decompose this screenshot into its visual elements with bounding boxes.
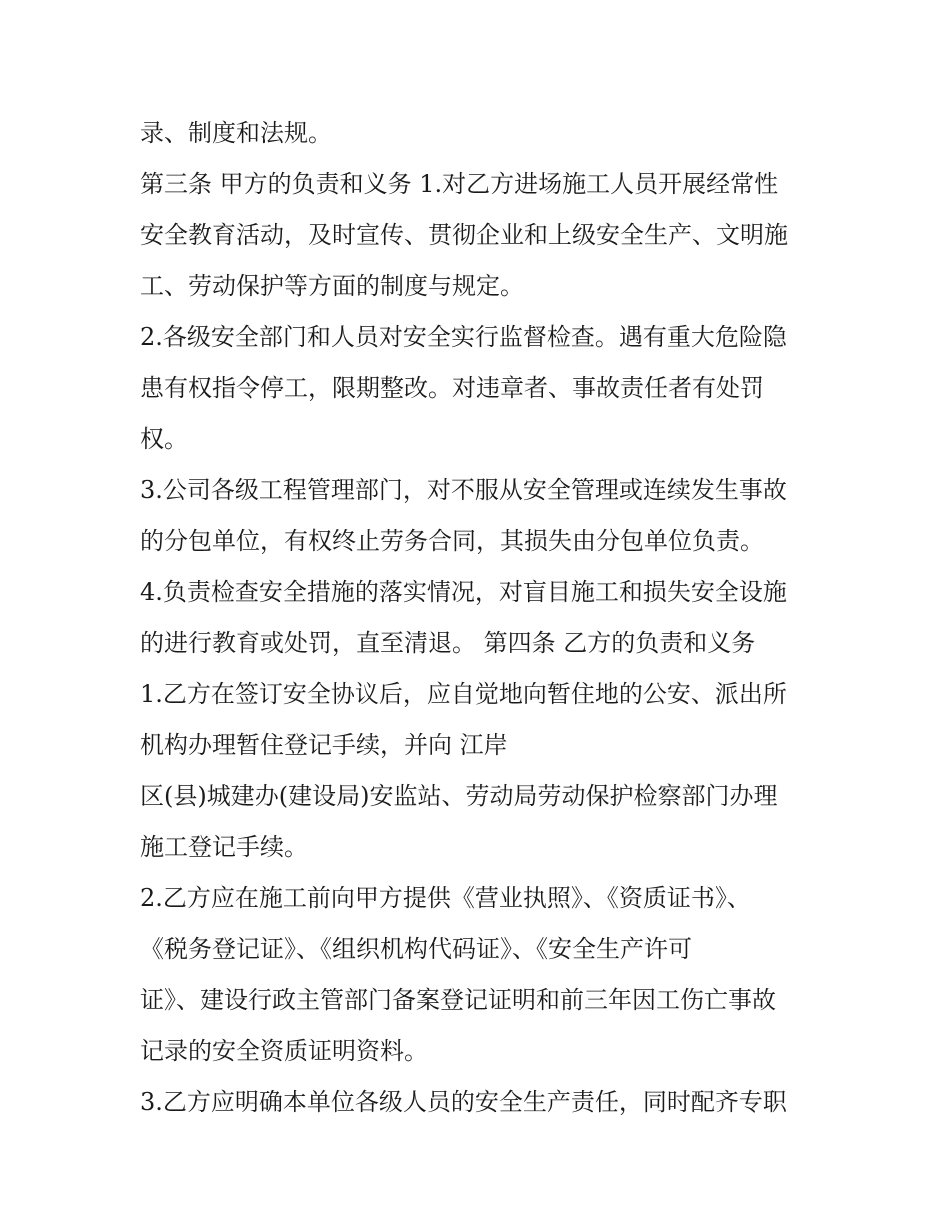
text-line: 第三条 甲方的负责和义务 1.对乙方进场施工人员开展经常性 bbox=[140, 170, 779, 198]
text-line: 权。 bbox=[140, 425, 188, 453]
text-line: 录、制度和法规。 bbox=[140, 119, 332, 147]
text-line: 的进行教育或处罚，直至清退。 第四条 乙方的负责和义务 bbox=[140, 629, 756, 657]
text-line: 4.负责检查安全措施的落实情况，对盲目施工和损失安全设施 bbox=[140, 578, 787, 606]
text-line: 机构办理暂住登记手续，并向 江岸 bbox=[140, 731, 508, 759]
text-line: 2.各级安全部门和人员对安全实行监督检查。遇有重大危险隐 bbox=[140, 323, 787, 351]
text-line: 《税务登记证》、《组织机构代码证》、《安全生产许可 bbox=[140, 935, 692, 963]
text-line: 患有权指令停工，限期整改。对违章者、事故责任者有处罚 bbox=[140, 374, 764, 402]
text-line: 施工登记手续。 bbox=[140, 833, 308, 861]
text-line: 3.乙方应明确本单位各级人员的安全生产责任，同时配齐专职 bbox=[140, 1088, 787, 1116]
text-line: 3.公司各级工程管理部门，对不服从安全管理或连续发生事故 bbox=[140, 476, 787, 504]
text-line: 工、劳动保护等方面的制度与规定。 bbox=[140, 272, 524, 300]
text-line: 区(县)城建办(建设局)安监站、劳动局劳动保护检察部门办理 bbox=[140, 782, 778, 810]
text-line: 2.乙方应在施工前向甲方提供《营业执照》、《资质证书》、 bbox=[140, 884, 751, 912]
text-line: 1.乙方在签订安全协议后，应自觉地向暂住地的公安、派出所 bbox=[140, 680, 787, 708]
text-line: 安全教育活动，及时宣传、贯彻企业和上级安全生产、文明施 bbox=[140, 221, 788, 249]
text-line: 记录的安全资质证明资料。 bbox=[140, 1037, 428, 1065]
text-line: 证》、建设行政主管部门备案登记证明和前三年因工伤亡事故 bbox=[140, 986, 776, 1014]
document-body bbox=[140, 108, 820, 1128]
text-line: 的分包单位，有权终止劳务合同，其损失由分包单位负责。 bbox=[140, 527, 764, 555]
